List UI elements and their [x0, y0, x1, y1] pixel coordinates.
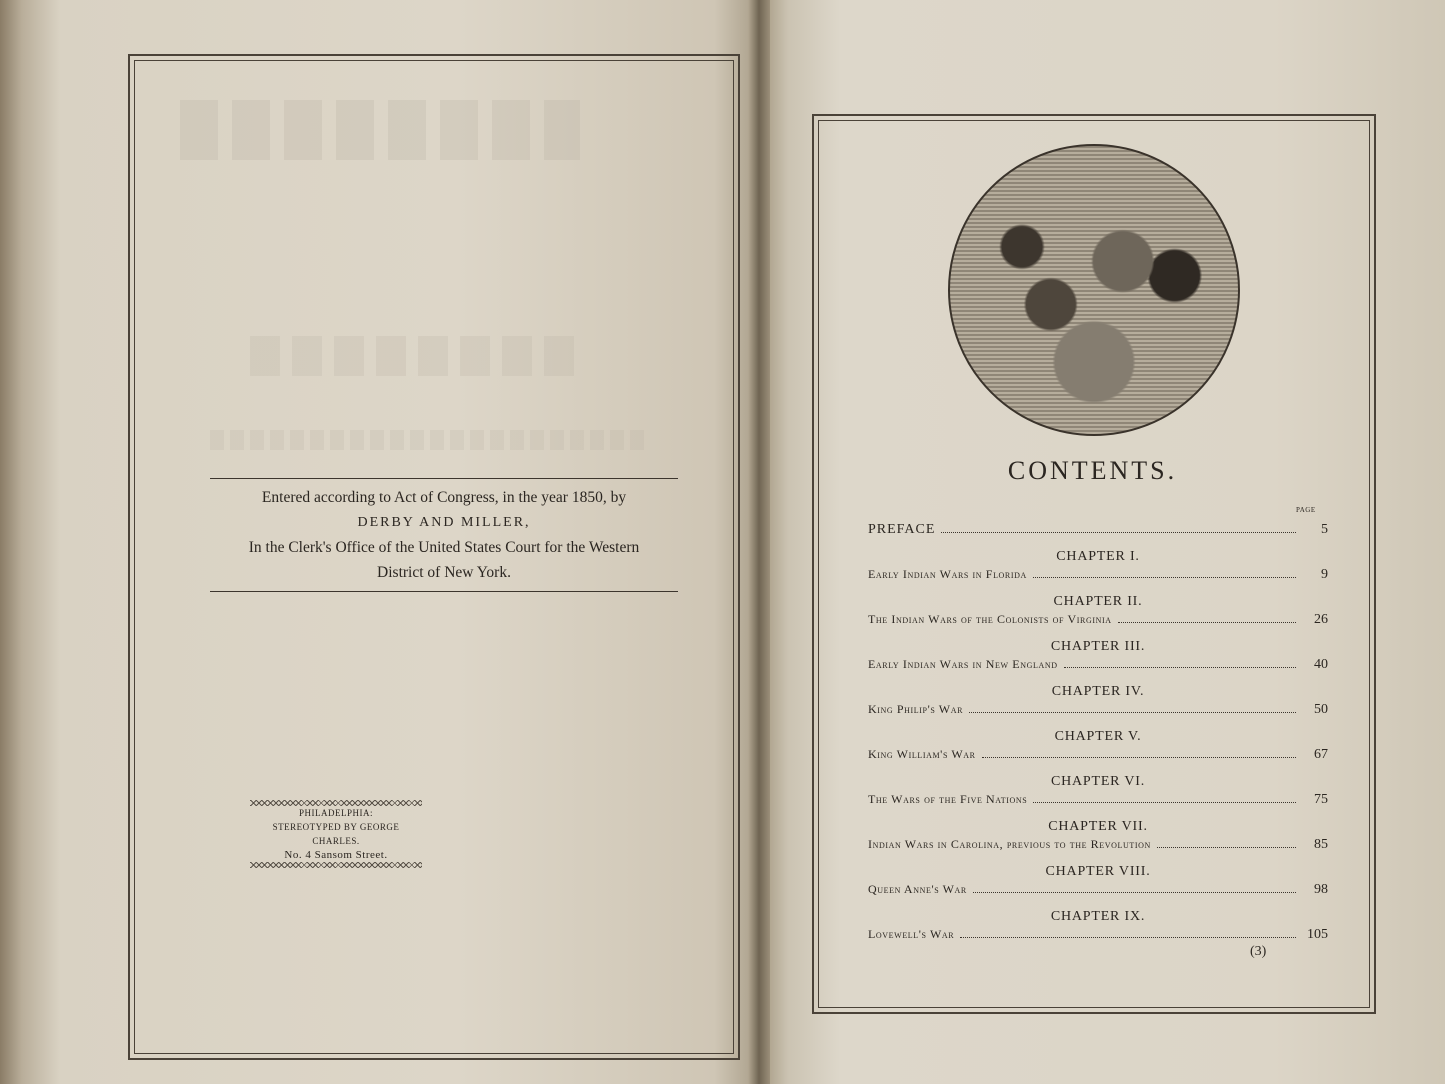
engraved-vignette-illustration [948, 144, 1240, 436]
chapter-heading: CHAPTER VIII. [1045, 864, 1151, 879]
toc-entry-page: 75 [1314, 792, 1328, 807]
leader-dots [1118, 622, 1296, 623]
toc-entry-title: Indian Wars in Carolina, previous to the Revolution [868, 837, 1151, 851]
toc-entry-title: The Wars of the Five Nations [868, 792, 1028, 806]
chapter-heading: CHAPTER IV. [1051, 684, 1145, 699]
bleed-through-shadow [250, 336, 580, 376]
chapter-heading: CHAPTER III. [1050, 639, 1146, 654]
leader-dots [1033, 802, 1296, 803]
leader-dots [941, 532, 1296, 533]
toc-entry [868, 792, 1328, 816]
copyright-line: In the Clerk's Office of the United States Court for the Western [248, 539, 640, 556]
toc-entry-page: 9 [1321, 567, 1328, 582]
toc-entry [868, 747, 1328, 771]
ornamental-rule [250, 800, 422, 806]
printer-city: PHILADELPHIA: [299, 808, 373, 818]
toc-entry-page: 85 [1314, 837, 1328, 852]
chapter-heading: CHAPTER VI. [1050, 774, 1146, 789]
publisher-name: DERBY AND MILLER, [357, 515, 531, 530]
copyright-line: District of New York. [377, 564, 511, 581]
toc-entry [868, 612, 1328, 636]
bleed-through-shadow [210, 430, 650, 450]
leader-dots [1033, 577, 1296, 578]
chapter-heading: CHAPTER I. [1056, 549, 1140, 564]
toc-entry-page: 67 [1314, 747, 1328, 762]
leader-dots [1064, 667, 1296, 668]
ornamental-rule [250, 862, 422, 868]
chapter-heading: CHAPTER IX. [1050, 909, 1146, 924]
leader-dots [1157, 847, 1296, 848]
leader-dots [960, 937, 1296, 938]
page-number: (3) [1250, 944, 1267, 959]
toc-entry-page: 105 [1307, 927, 1328, 942]
chapter-heading: CHAPTER VII. [1048, 819, 1148, 834]
chapter-heading: CHAPTER V. [1054, 729, 1142, 744]
book-gutter [748, 0, 770, 1084]
toc-entry-page: 50 [1314, 702, 1328, 717]
toc-entry [868, 657, 1328, 681]
toc-entry [868, 702, 1328, 726]
toc-entry-page: 40 [1314, 657, 1328, 672]
toc-entry-title: Early Indian Wars in Florida [868, 567, 1027, 581]
toc-entry-title: PREFACE [868, 522, 936, 537]
leader-dots [969, 712, 1296, 713]
printer-imprint [250, 800, 422, 868]
chapter-heading: CHAPTER II. [1053, 594, 1143, 609]
copyright-notice [210, 478, 678, 592]
toc-entry-title: The Indian Wars of the Colonists of Virginia [868, 612, 1112, 626]
toc-entry-title: Queen Anne's War [868, 882, 967, 896]
toc-entry [868, 882, 1328, 906]
toc-entry-page: 98 [1314, 882, 1328, 897]
toc-entry [868, 567, 1328, 591]
leader-dots [982, 757, 1296, 758]
bleed-through-shadow [180, 100, 580, 160]
table-of-contents [868, 522, 1328, 951]
toc-entry-title: King William's War [868, 747, 976, 761]
toc-entry [868, 837, 1328, 861]
printer-address: No. 4 Sansom Street. [284, 849, 388, 861]
toc-entry-preface [868, 522, 1328, 546]
toc-entry-page: 26 [1314, 612, 1328, 627]
leader-dots [973, 892, 1296, 893]
printer-name: STEREOTYPED BY GEORGE CHARLES. [272, 822, 400, 846]
copyright-line: Entered according to Act of Congress, in the year 1850, by [261, 489, 627, 506]
page-column-label: PAGE [1296, 506, 1316, 514]
toc-entry-page: 5 [1321, 522, 1328, 537]
contents-heading: CONTENTS. [1007, 456, 1178, 485]
toc-entry-title: Early Indian Wars in New England [868, 657, 1058, 671]
toc-entry-title: Lovewell's War [868, 927, 955, 941]
toc-entry-title: King Philip's War [868, 702, 964, 716]
bottom-rule [210, 591, 678, 592]
